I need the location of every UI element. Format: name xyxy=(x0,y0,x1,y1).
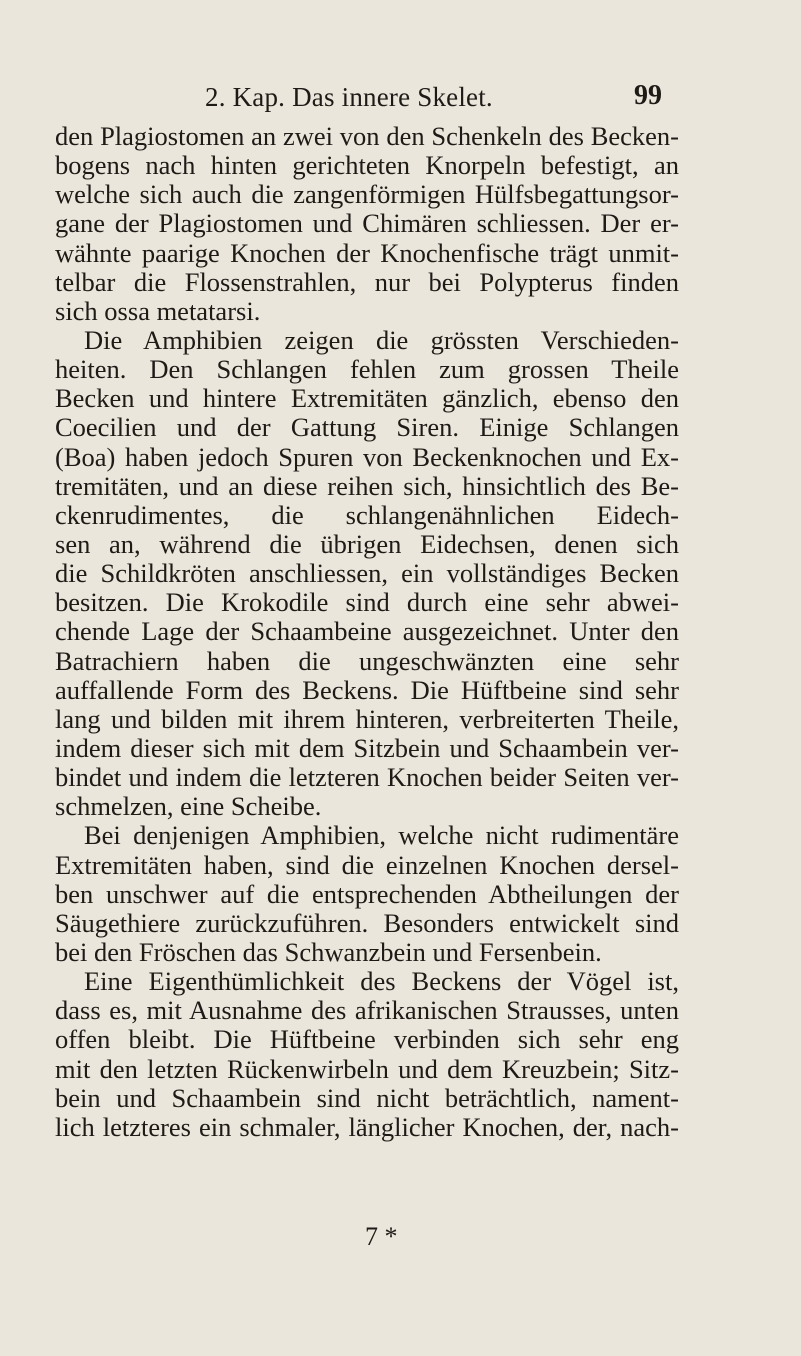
text-line: Extremitäten haben, sind die einzelnen Knochen dersel- xyxy=(55,849,679,880)
text-line: Bei denjenigen Amphibien, welche nicht rudimentäre xyxy=(84,820,679,851)
text-line: besitzen. Die Krokodile sind durch eine sehr abwei- xyxy=(55,587,679,618)
text-line: indem dieser sich mit dem Sitzbein und Schaambein ver- xyxy=(55,732,679,763)
text-line: Die Amphibien zeigen die grössten Verschieden- xyxy=(84,324,679,355)
text-line: bindet und indem die letzteren Knochen beider Seiten ver- xyxy=(55,762,679,793)
text-line: ckenrudimentes, die schlangenähnlichen Eidech- xyxy=(55,499,679,530)
running-title: 2. Kap. Das innere Skelet. xyxy=(205,82,493,112)
text-line: dass es, mit Ausnahme des afrikanischen Strausses, unten xyxy=(55,995,679,1026)
page-number: 99 xyxy=(634,80,662,111)
running-header xyxy=(0,82,801,116)
signature-mark: 7 * xyxy=(365,1222,398,1251)
text-line: gane der Plagiostomen und Chimären schliessen. Der er- xyxy=(55,208,679,239)
text-line: lich letzteres ein schmaler, länglicher Knochen, der, nach- xyxy=(55,1111,679,1142)
text-line: ben unschwer auf die entsprechenden Abtheilungen der xyxy=(55,878,679,909)
text-line: telbar die Flossenstrahlen, nur bei Polypterus finden xyxy=(55,266,679,297)
text-line: lang und bilden mit ihrem hinteren, verbreiterten Theile, xyxy=(55,703,679,734)
text-line: offen bleibt. Die Hüftbeine verbinden sich sehr eng xyxy=(55,1024,679,1055)
text-line: Becken und hintere Extremitäten gänzlich, ebenso den xyxy=(55,383,679,414)
text-line: chende Lage der Schaambeine ausgezeichnet. Unter den xyxy=(55,616,679,647)
text-line: Coecilien und der Gattung Siren. Einige Schlangen xyxy=(55,412,679,443)
text-line: wähnte paarige Knochen der Knochenfische trägt unmit- xyxy=(55,237,679,268)
text-line: bei den Fröschen das Schwanzbein und Fersenbein. xyxy=(55,936,602,967)
text-line: den Plagiostomen an zwei von den Schenkeln des Becken- xyxy=(55,121,679,151)
text-line: Eine Eigenthümlichkeit des Beckens der Vögel ist, xyxy=(84,966,679,997)
text-line: sen an, während die übrigen Eidechsen, denen sich xyxy=(55,528,679,559)
text-line: (Boa) haben jedoch Spuren von Beckenknochen und Ex- xyxy=(55,441,679,472)
text-line: heiten. Den Schlangen fehlen zum grossen Theile xyxy=(55,354,679,385)
text-line: Batrachiern haben die ungeschwänzten eine sehr xyxy=(55,645,679,676)
text-line: welche sich auch die zangenförmigen Hülfsbegattungsor- xyxy=(55,179,679,210)
text-line: bein und Schaambein sind nicht beträchtlich, nament- xyxy=(55,1082,679,1113)
text-line: sich ossa metatarsi. xyxy=(55,295,261,326)
text-line: auffallende Form des Beckens. Die Hüftbeine sind sehr xyxy=(55,674,679,705)
text-line: Säugethiere zurückzuführen. Besonders entwickelt sind xyxy=(55,907,679,938)
text-line: schmelzen, eine Scheibe. xyxy=(55,791,322,822)
body-text xyxy=(55,122,679,1142)
text-line: bogens nach hinten gerichteten Knorpeln befestigt, an xyxy=(55,150,679,181)
text-line: die Schildkröten anschliessen, ein vollständiges Becken xyxy=(55,558,679,589)
text-line: mit den letzten Rückenwirbeln und dem Kreuzbein; Sitz- xyxy=(55,1053,679,1084)
text-line: tremitäten, und an diese reihen sich, hinsichtlich des Be- xyxy=(55,470,679,501)
